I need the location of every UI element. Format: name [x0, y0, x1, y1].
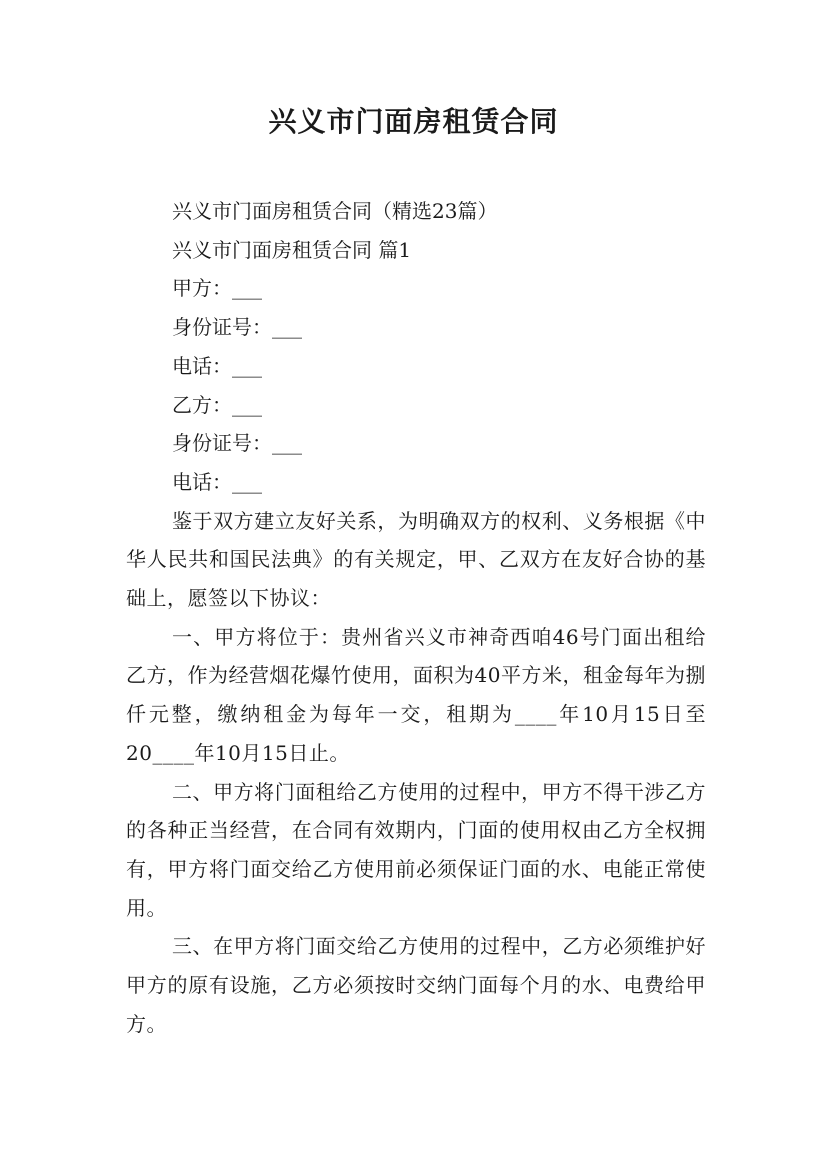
document-subtitle: 兴义市门面房租赁合同（精选23篇） — [172, 199, 498, 223]
document-body — [126, 192, 706, 1043]
party-a-phone-field: 电话：___ — [172, 353, 262, 378]
document-title: 兴义市门面房租赁合同 — [268, 105, 559, 138]
section-heading: 兴义市门面房租赁合同 篇1 — [172, 237, 412, 262]
party-a-id-field: 身份证号：___ — [172, 315, 302, 340]
party-a-field: 甲方：___ — [172, 276, 262, 301]
intro-paragraph: 鉴于双方建立友好关系，为明确双方的权利、义务根据《中华人民共和国民法典》的有关规定，甲、乙双方在友好合协的基础上，愿签以下协议： — [126, 508, 706, 611]
party-b-field: 乙方：___ — [172, 392, 262, 417]
clause-1-paragraph: 一、甲方将位于：贵州省兴义市神奇西咱46号门面出租给乙方，作为经营烟花爆竹使用，面积为40平方米，租金每年为捌仟元整，缴纳租金为每年一交，租期为____年10月15日至20____年10月15日止。 — [126, 624, 706, 765]
clause-3-paragraph: 三、在甲方将门面交给乙方使用的过程中，乙方必须维护好甲方的原有设施，乙方必须按时交纳门面每个月的水、电费给甲方。 — [126, 934, 706, 1036]
clause-2-paragraph: 二、甲方将门面租给乙方使用的过程中，甲方不得干涉乙方的各种正当经营，在合同有效期内，门面的使用权由乙方全权拥有，甲方将门面交给乙方使用前必须保证门面的水、电能正常使用。 — [126, 779, 706, 920]
party-b-id-field: 身份证号：___ — [172, 431, 302, 456]
party-b-phone-field: 电话：___ — [172, 469, 262, 494]
